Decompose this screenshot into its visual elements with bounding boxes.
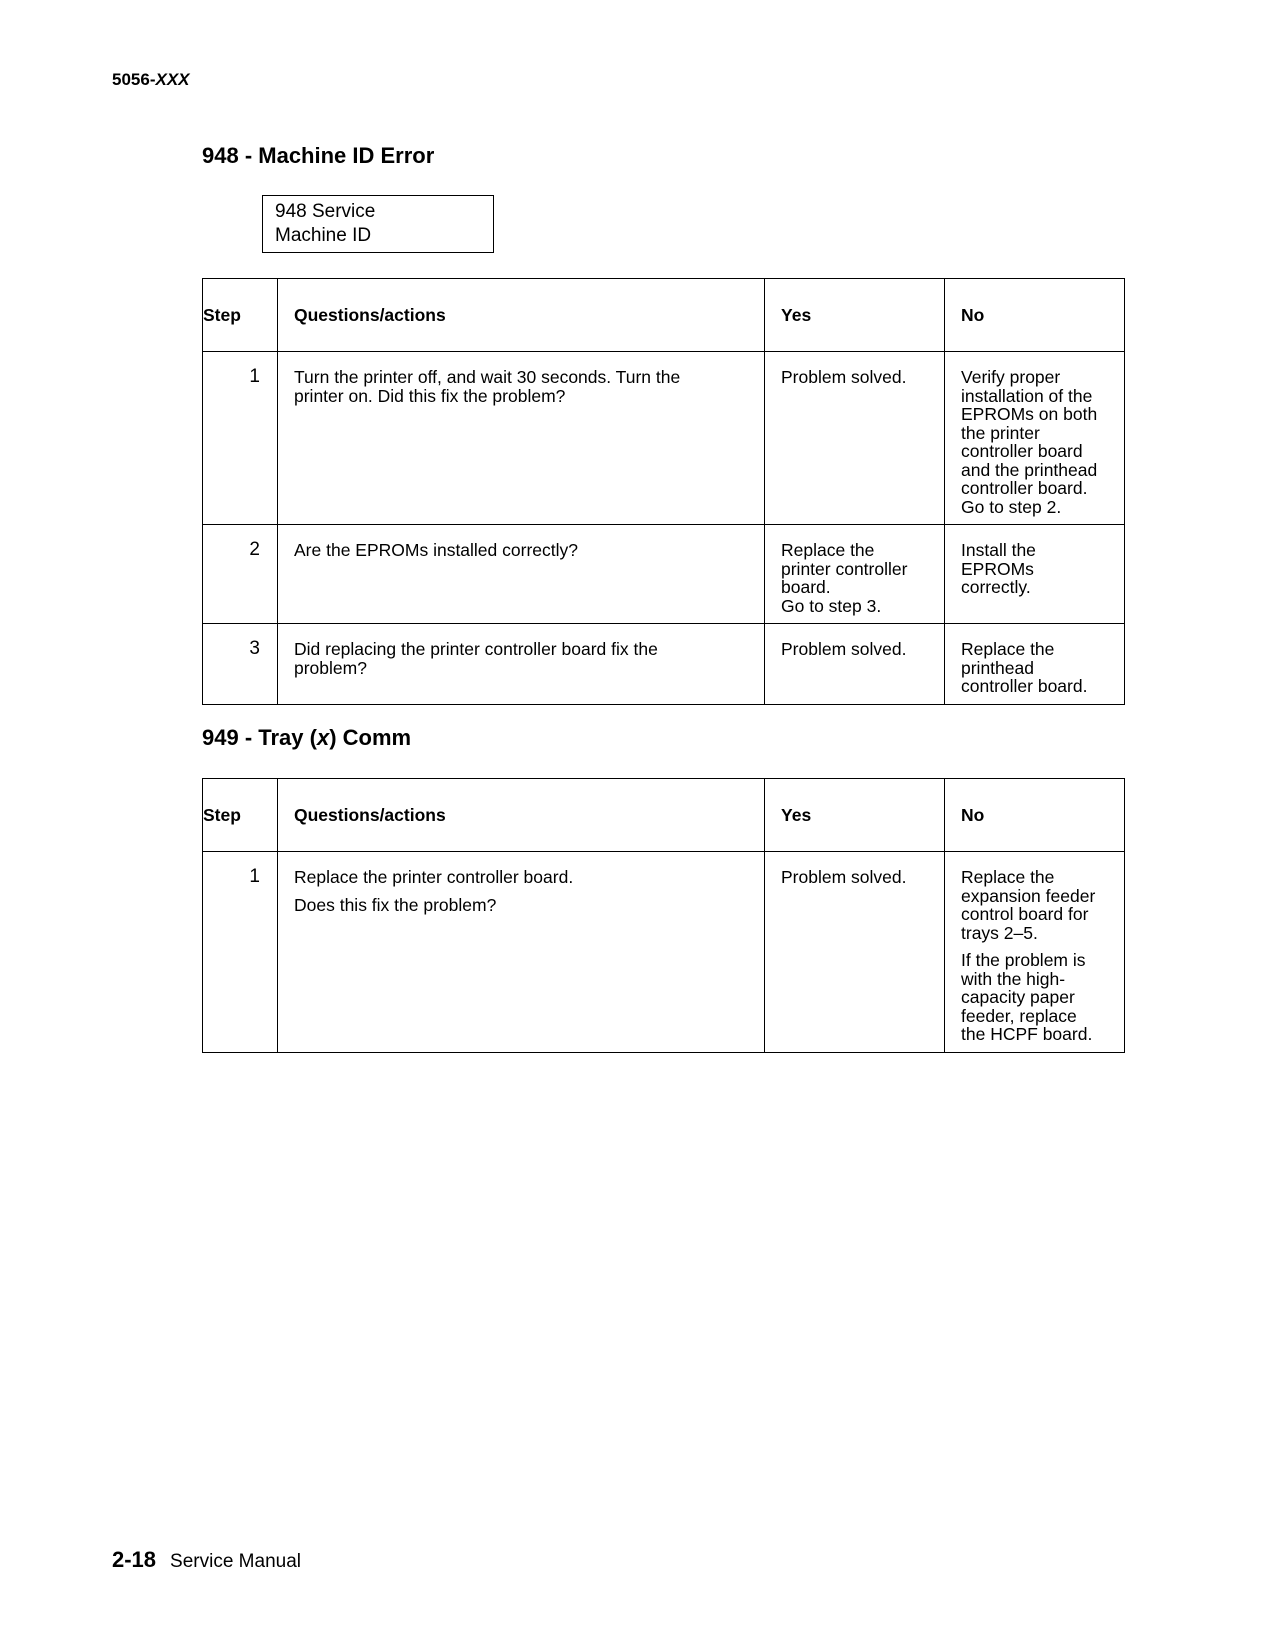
- operator-panel-message: [262, 195, 494, 253]
- no-action: Install the EPROMs correctly.: [961, 540, 1036, 597]
- table-949: [202, 778, 1125, 1053]
- table-header-row: [203, 779, 1125, 852]
- no-action: If the problem is with the high- capacity paper feeder, replace the HCPF board.: [961, 950, 1093, 1044]
- page-number: 2-18: [112, 1547, 157, 1572]
- header-questions: Questions/actions: [278, 279, 765, 352]
- panel-line-2: Machine ID: [275, 225, 372, 246]
- yes-action: Problem solved.: [781, 367, 907, 387]
- model-suffix: XXX: [155, 70, 190, 89]
- title-variable: x: [316, 725, 330, 750]
- question-text: Did replacing the printer controller board fix the problem?: [294, 639, 658, 678]
- section-948-title: 948 - Machine ID Error: [202, 143, 435, 168]
- header-step: Step: [203, 279, 278, 352]
- no-action: Replace the expansion feeder control board for trays 2–5.: [961, 867, 1096, 943]
- question-text: Are the EPROMs installed correctly?: [294, 540, 578, 560]
- question-text: Replace the printer controller board.: [294, 867, 574, 887]
- step-number: 3: [249, 638, 260, 659]
- panel-line-1: 948 Service: [275, 201, 376, 222]
- header-yes: Yes: [765, 779, 945, 852]
- model-prefix: 5056-: [112, 70, 156, 89]
- header-no: No: [945, 279, 1125, 352]
- step-number: 1: [249, 866, 260, 887]
- no-action: Replace the printhead controller board.: [961, 639, 1088, 696]
- table-948: [202, 278, 1125, 705]
- manual-title: Service Manual: [170, 1551, 301, 1572]
- question-text: Turn the printer off, and wait 30 seconds. Turn the printer on. Did this fix the problem?: [294, 367, 681, 406]
- no-action: Verify proper installation of the EPROMs on both the printer controller board and the printhead controller board. Go to step 2.: [961, 367, 1098, 517]
- step-number: 1: [249, 366, 260, 387]
- table-header-row: [203, 279, 1125, 352]
- page-footer: [112, 1547, 301, 1573]
- question-text: Does this fix the problem?: [294, 894, 497, 915]
- title-suffix: ) Comm: [329, 725, 412, 750]
- yes-action: Problem solved.: [781, 639, 907, 659]
- table-row: [203, 852, 1125, 1053]
- yes-action: Problem solved.: [781, 867, 907, 887]
- section-949-title: [202, 725, 411, 751]
- header-yes: Yes: [765, 279, 945, 352]
- table-row: [203, 352, 1125, 525]
- table-row: [203, 525, 1125, 624]
- step-number: 2: [249, 539, 260, 560]
- table-row: [203, 624, 1125, 705]
- model-number: [112, 70, 190, 90]
- yes-action: Replace the printer controller board. Go to step 3.: [781, 540, 908, 616]
- title-prefix: 949 - Tray (: [202, 725, 317, 750]
- header-step: Step: [203, 779, 278, 852]
- header-questions: Questions/actions: [278, 779, 765, 852]
- header-no: No: [945, 779, 1125, 852]
